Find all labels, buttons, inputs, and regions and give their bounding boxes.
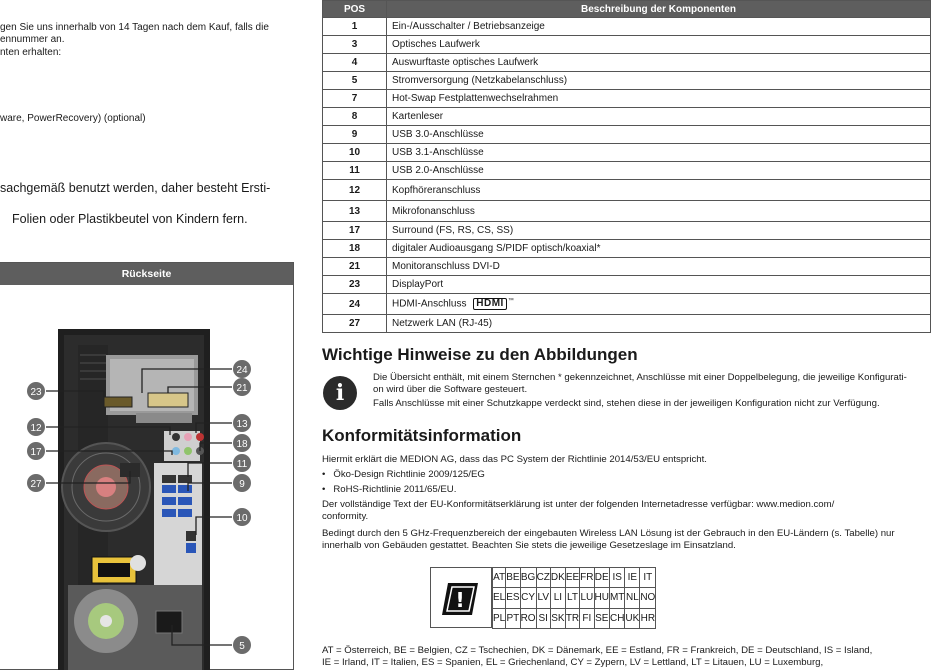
- intro-line-2: ennummer an.: [0, 34, 65, 45]
- table-row: [323, 36, 931, 54]
- country-code: CY: [520, 588, 536, 608]
- konformitaet-line-4: Bedingt durch den 5 GHz-Frequenzbereich der eingebauten Wireless LAN Lösung ist der Gebrauch in den EU-Ländern (s. Tabelle) nur: [322, 528, 895, 539]
- country-code: IS: [609, 568, 624, 588]
- country-code: LT: [565, 588, 579, 608]
- row-desc: DisplayPort: [387, 276, 931, 294]
- row-desc: Monitoranschluss DVI-D: [387, 258, 931, 276]
- row-desc: Auswurftaste optisches Laufwerk: [387, 54, 931, 72]
- country-code: PL: [493, 608, 506, 628]
- table-row: [323, 276, 931, 294]
- country-code: PT: [506, 608, 520, 628]
- callout-27: [27, 474, 45, 492]
- table-row: [323, 258, 931, 276]
- section-title-konformitaet: Konformitätsinformation: [322, 426, 522, 445]
- country-code: IT: [640, 568, 656, 588]
- row-desc: digitaler Audioausgang S/PIDF optisch/koaxial*: [387, 240, 931, 258]
- svg-text:21: 21: [236, 383, 248, 394]
- header-pos: POS: [323, 1, 387, 18]
- row-desc: Kartenleser: [387, 108, 931, 126]
- table-row: [493, 568, 656, 588]
- country-code: RO: [520, 608, 536, 628]
- country-code: NL: [625, 588, 640, 608]
- callout-17: [27, 442, 45, 460]
- country-code: AT: [493, 568, 506, 588]
- svg-text:5: 5: [239, 641, 245, 652]
- table-row: [323, 54, 931, 72]
- country-code: BG: [520, 568, 536, 588]
- table-row: [493, 608, 656, 628]
- warning-line-2: Folien oder Plastikbeutel von Kindern fern.: [12, 212, 248, 226]
- country-code: SI: [536, 608, 550, 628]
- table-row: [323, 72, 931, 90]
- callout-11: [233, 454, 251, 472]
- country-code: FR: [580, 568, 594, 588]
- restriction-icon-cell: [430, 567, 492, 628]
- country-code: EE: [565, 568, 579, 588]
- callout-12: [27, 418, 45, 436]
- country-code: IE: [625, 568, 640, 588]
- konformitaet-line-1: Hiermit erklärt die MEDION AG, dass das PC System der Richtlinie 2014/53/EU entspricht.: [322, 454, 707, 465]
- row-pos: 12: [323, 180, 387, 201]
- row-desc: USB 3.0-Anschlüsse: [387, 126, 931, 144]
- country-code: CZ: [536, 568, 550, 588]
- row-desc: Kopfhöreranschluss: [387, 180, 931, 201]
- row-pos: 13: [323, 201, 387, 222]
- table-row: [323, 240, 931, 258]
- row-pos: 9: [323, 126, 387, 144]
- bullet-item: • Öko-Design Richtlinie 2009/125/EG: [322, 469, 485, 480]
- konformitaet-line-5: innerhalb von Gebäuden gestattet. Beachten Sie stets die jeweilige Gesetzeslage im Einsatzland.: [322, 540, 736, 551]
- row-pos: 7: [323, 90, 387, 108]
- country-code: LU: [580, 588, 594, 608]
- row-desc: Mikrofonanschluss: [387, 201, 931, 222]
- row-desc: Surround (FS, RS, CS, SS): [387, 222, 931, 240]
- row-pos: 1: [323, 18, 387, 36]
- header-description: Beschreibung der Komponenten: [387, 1, 931, 18]
- callout-21: [233, 378, 251, 396]
- svg-text:11: 11: [236, 459, 248, 470]
- pc-rear-illustration: [0, 285, 294, 670]
- table-row: [493, 588, 656, 608]
- country-code: LV: [536, 588, 550, 608]
- callout-18: [233, 434, 251, 452]
- country-legend-line-1: AT = Österreich, BE = Belgien, CZ = Tschechien, DK = Dänemark, EE = Estland, FR = Frankreich, DE = Deutschland, IS = Island,: [322, 645, 873, 656]
- country-code: EL: [493, 588, 506, 608]
- row-pos: 17: [323, 222, 387, 240]
- country-code: HU: [594, 588, 609, 608]
- info-icon: i: [323, 376, 357, 410]
- svg-text:17: 17: [30, 447, 42, 458]
- svg-text:23: 23: [30, 387, 42, 398]
- intro-line-4: ware, PowerRecovery) (optional): [0, 113, 146, 124]
- table-row: [323, 162, 931, 180]
- svg-text:27: 27: [30, 479, 42, 490]
- table-row: [323, 180, 931, 201]
- table-row: [323, 126, 931, 144]
- table-row: [323, 201, 931, 222]
- row-desc: Optisches Laufwerk: [387, 36, 931, 54]
- country-code: UK: [625, 608, 640, 628]
- svg-text:18: 18: [236, 439, 248, 450]
- hinweise-line-3: Falls Anschlüsse mit einer Schutzkappe verdeckt sind, stehen diese in der jeweiligen Konfiguration nicht zur Verfügung.: [373, 398, 880, 409]
- bullet-item: • RoHS-Richtlinie 2011/65/EU.: [322, 484, 457, 495]
- country-code: TR: [565, 608, 579, 628]
- country-code: FI: [580, 608, 594, 628]
- table-row: [323, 108, 931, 126]
- row-pos: 8: [323, 108, 387, 126]
- row-desc: USB 2.0-Anschlüsse: [387, 162, 931, 180]
- hinweise-line-1: Die Übersicht enthält, mit einem Sternchen * gekennzeichnet, Anschlüsse mit einer Doppelbelegung, die jeweilige Konfigurati-: [373, 372, 907, 383]
- country-code: SK: [550, 608, 565, 628]
- hdmi-logo-icon: HDMI: [473, 298, 507, 310]
- row-pos: 10: [323, 144, 387, 162]
- country-code: MT: [609, 588, 624, 608]
- country-code: BE: [506, 568, 520, 588]
- table-row: [323, 315, 931, 333]
- row-desc: Ein-/Ausschalter / Betriebsanzeige: [387, 18, 931, 36]
- row-desc-hdmi: [387, 294, 931, 315]
- row-pos: 5: [323, 72, 387, 90]
- country-code: CH: [609, 608, 624, 628]
- row-pos: 4: [323, 54, 387, 72]
- components-table: [322, 0, 931, 333]
- intro-line-1: gen Sie uns innerhalb von 14 Tagen nach dem Kauf, falls die: [0, 22, 269, 33]
- table-row: [323, 18, 931, 36]
- table-header-row: [323, 1, 931, 18]
- country-legend-line-2: IE = Irland, IT = Italien, ES = Spanien, EL = Griechenland, CY = Zypern, LV = Lettland, LT = Litauen, LU = Luxemburg,: [322, 657, 824, 668]
- warning-line-1: sachgemäß benutzt werden, daher besteht Ersti-: [0, 181, 271, 195]
- intro-line-3: nten erhalten:: [0, 47, 62, 58]
- section-title-hinweise: Wichtige Hinweise zu den Abbildungen: [322, 345, 638, 364]
- row-desc: HDMI-Anschluss: [392, 298, 467, 310]
- row-pos: 23: [323, 276, 387, 294]
- callout-9: [233, 474, 251, 492]
- table-row: [323, 222, 931, 240]
- country-code: LI: [550, 588, 565, 608]
- table-row: [323, 144, 931, 162]
- konformitaet-line-3: conformity.: [322, 511, 369, 522]
- country-code: DE: [594, 568, 609, 588]
- row-desc: Stromversorgung (Netzkabelanschluss): [387, 72, 931, 90]
- svg-text:13: 13: [236, 419, 248, 430]
- country-code: HR: [640, 608, 656, 628]
- country-code: SE: [594, 608, 609, 628]
- row-pos: 18: [323, 240, 387, 258]
- row-pos: 11: [323, 162, 387, 180]
- svg-text:10: 10: [236, 513, 248, 524]
- svg-text:12: 12: [30, 423, 42, 434]
- country-code: ES: [506, 588, 520, 608]
- callout-5: [233, 636, 251, 654]
- rear-view-title: Rückseite: [0, 263, 293, 285]
- callout-23: [27, 382, 45, 400]
- callout-10: [233, 508, 251, 526]
- row-pos: 24: [323, 294, 387, 315]
- callout-13: [233, 414, 251, 432]
- hinweise-line-2: on wird über die Software gesteuert.: [373, 384, 528, 395]
- svg-text:24: 24: [236, 365, 248, 376]
- konformitaet-line-2: Der vollständige Text der EU-Konformitätserklärung ist unter der folgenden Internetadresse verfügbar: www.medion.com/: [322, 499, 835, 510]
- row-pos: 27: [323, 315, 387, 333]
- svg-text:9: 9: [239, 479, 245, 490]
- country-table: [492, 567, 656, 629]
- rear-view-panel: [0, 262, 294, 670]
- row-desc: Netzwerk LAN (RJ-45): [387, 315, 931, 333]
- row-desc: USB 3.1-Anschlüsse: [387, 144, 931, 162]
- row-desc: Hot-Swap Festplattenwechselrahmen: [387, 90, 931, 108]
- indoor-only-warning-icon: [438, 575, 484, 621]
- row-pos: 21: [323, 258, 387, 276]
- table-row: [323, 294, 931, 315]
- row-pos: 3: [323, 36, 387, 54]
- table-row: [323, 90, 931, 108]
- country-code: NO: [640, 588, 656, 608]
- callout-24: [233, 360, 251, 378]
- svg-text:!: !: [455, 587, 465, 612]
- country-code: DK: [550, 568, 565, 588]
- hdmi-trademark: ™: [507, 298, 514, 305]
